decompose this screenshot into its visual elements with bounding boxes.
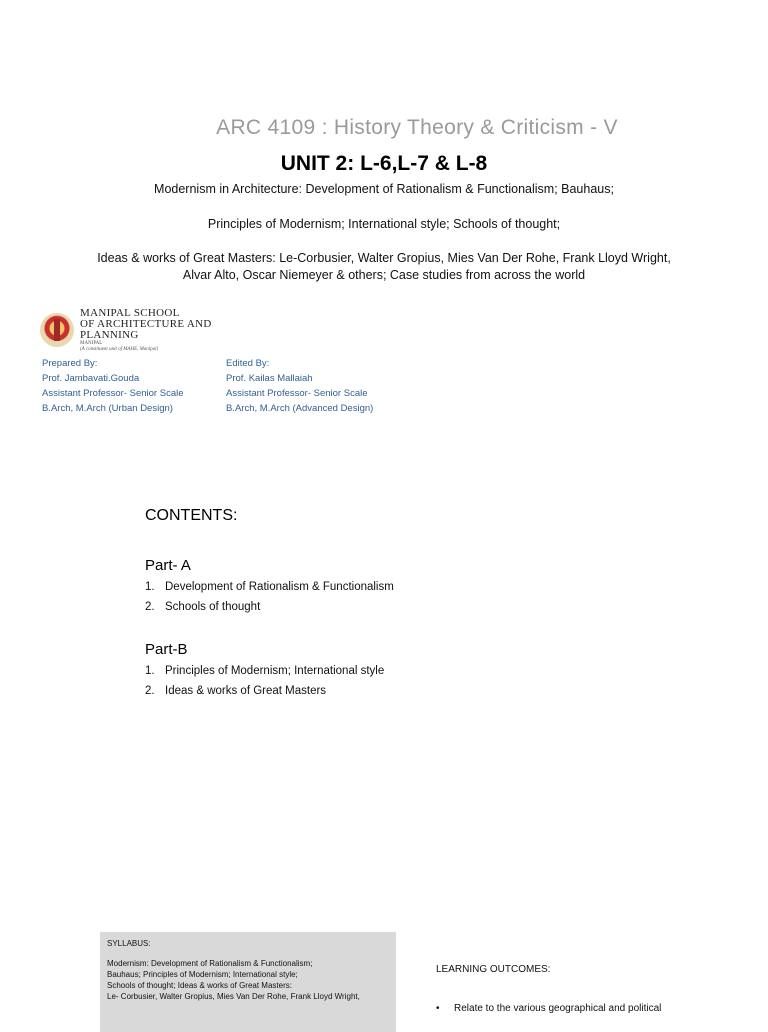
syllabus-title: SYLLABUS: xyxy=(107,939,151,948)
logo-line-1: MANIPAL SCHOOL xyxy=(80,306,180,319)
part-a-item-2 xyxy=(145,601,260,613)
prepared-by-block xyxy=(42,356,184,416)
syllabus-box xyxy=(100,932,396,1032)
unit-description-line-2: Principles of Modernism; International style; Schools of thought; xyxy=(207,217,561,231)
part-a-heading: Part- A xyxy=(145,557,191,574)
part-a-item-2-text: Schools of thought xyxy=(165,601,261,613)
edited-by-name: Prof. Kailas Mallaiah xyxy=(226,373,313,384)
part-a-item-2-number: 2. xyxy=(145,601,155,613)
edited-by-role: Assistant Professor- Senior Scale xyxy=(226,388,368,399)
part-b-item-2-text: Ideas & works of Great Masters xyxy=(165,685,327,697)
prepared-by-name: Prof. Jambavati.Gouda xyxy=(42,373,140,384)
unit-description-line-1: Modernism in Architecture: Development of Rationalism & Functionalism; Bauhaus; xyxy=(154,182,614,196)
part-a-item-1-text: Development of Rationalism & Functionalism xyxy=(165,581,394,593)
prepared-by-role: Assistant Professor- Senior Scale xyxy=(42,388,184,399)
logo-line-4: (A constituent unit of MAHE, Manipal) xyxy=(80,346,159,352)
part-b-item-1 xyxy=(145,665,384,677)
part-b-item-2-number: 2. xyxy=(145,685,155,697)
part-b-item-1-number: 1. xyxy=(145,665,155,677)
learning-outcome-item-1 xyxy=(436,1003,661,1014)
syllabus-line-3: Schools of thought; Ideas & works of Great Masters: xyxy=(107,981,292,990)
part-a-item-1-number: 1. xyxy=(145,581,155,593)
bullet-icon: • xyxy=(436,1003,440,1014)
course-title: ARC 4109 : History Theory & Criticism - V xyxy=(216,116,618,139)
edited-by-degree: B.Arch, M.Arch (Advanced Design) xyxy=(226,403,374,414)
school-logo xyxy=(40,306,255,352)
learning-outcomes-heading: LEARNING OUTCOMES: xyxy=(436,964,551,975)
edited-by-label: Edited By: xyxy=(226,358,270,369)
edited-by-block xyxy=(226,356,373,416)
logo-line-2: OF ARCHITECTURE AND PLANNING xyxy=(80,317,212,341)
part-b-item-2 xyxy=(145,685,326,697)
syllabus-line-2: Bauhaus; Principles of Modernism; International style; xyxy=(107,970,298,979)
logo-line-3: MANIPAL xyxy=(80,340,103,346)
part-a-item-1 xyxy=(145,581,394,593)
prepared-by-degree: B.Arch, M.Arch (Urban Design) xyxy=(42,403,173,414)
contents-heading: CONTENTS: xyxy=(145,507,238,524)
syllabus-line-4: Le- Corbusier, Walter Gropius, Mies Van Der Rohe, Frank Lloyd Wright, xyxy=(107,992,360,1001)
syllabus-line-1: Modernism: Development of Rationalism & Functionalism; xyxy=(107,959,313,968)
learning-outcome-item-1-text: Relate to the various geographical and political xyxy=(454,1003,662,1014)
unit-description-line-3: Ideas & works of Great Masters: Le-Corbusier, Walter Gropius, Mies Van Der Rohe, Frank Lloyd Wright, xyxy=(97,251,671,265)
part-b-item-1-text: Principles of Modernism; International style xyxy=(165,665,385,677)
part-b-heading: Part-B xyxy=(145,641,188,658)
unit-title: UNIT 2: L-6,L-7 & L-8 xyxy=(280,152,488,175)
prepared-by-label: Prepared By: xyxy=(42,358,98,369)
school-seal-icon xyxy=(40,313,74,347)
unit-description-line-4: Alvar Alto, Oscar Niemeyer & others; Case studies from across the world xyxy=(182,268,586,282)
